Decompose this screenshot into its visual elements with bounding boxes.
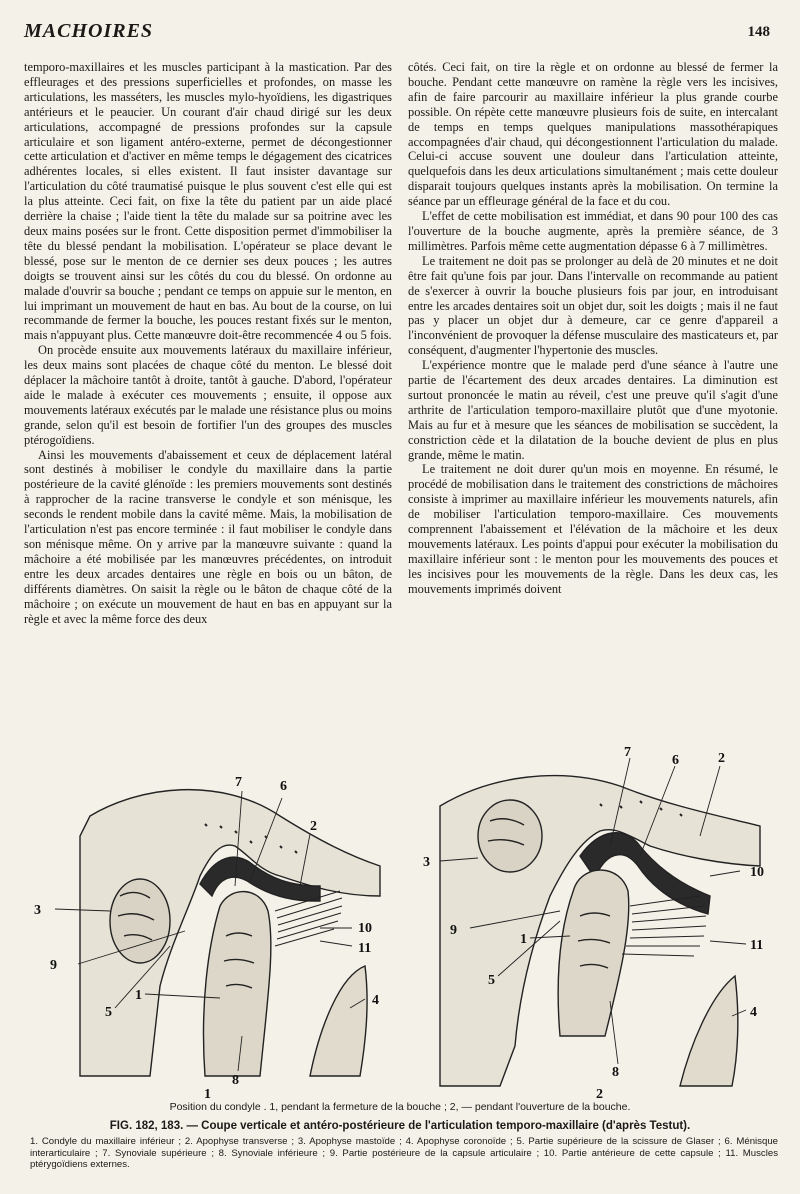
running-title: MACHOIRES (24, 20, 154, 42)
fig-number-1: 1 (204, 1087, 211, 1102)
label-left-11: 11 (358, 941, 372, 956)
label-right-7: 7 (624, 746, 631, 760)
label-left-7: 7 (235, 775, 242, 790)
figure-title-caption: FIG. 182, 183. — Coupe verticale et antéro-postérieure de l'articulation temporo-maxillaire (d'après Testut). (109, 1120, 691, 1132)
label-right-2: 2 (718, 751, 725, 766)
label-left-4: 4 (372, 993, 379, 1008)
label-left-6: 6 (280, 779, 287, 794)
left-text-column (24, 60, 392, 626)
label-left-2: 2 (310, 819, 317, 834)
tmj-drawing-open (440, 776, 760, 1086)
label-left-1: 1 (135, 988, 142, 1003)
label-left-3: 3 (34, 903, 41, 918)
paragraph: Le traitement ne doit pas se prolonger au delà de 20 minutes et ne doit être fait qu'une fois par jour. Dans l'intervalle on recommande au patient de s'exercer à ouvrir la bouche plusieurs fois par jour, en introduisant entre les arcades dentaires soit un objet dur, soit les doigts ; mais il ne faut pas y placer un objet dur à demeure, car ce genre d'appareil a l'inconvénient de provoquer la défense musculaire des masticateurs et, par conséquent, d'augmenter l'hypertonie des muscles. (408, 253, 778, 358)
label-right-3: 3 (423, 855, 430, 870)
fig-number-2: 2 (596, 1087, 603, 1102)
running-header (24, 18, 770, 46)
label-right-10: 10 (750, 865, 764, 880)
paragraph: Le traitement ne doit durer qu'un mois en moyenne. En résumé, le procédé de mobilisation dans le traitement des constrictions de mâchoires consiste à imprimer au maxillaire inférieur les mouvements naturels, afin de mobiliser l'articulation temporo-maxillaire. Ces mouvements comprennent l'abaissement et l'élévation de la mâchoire et les deux mouvements latéraux. Les points d'appui pour exécuter la mobilisation du maxillaire inférieur sont : le menton pour les mouvements des pouces et les incisives pour les mouvements de la règle. Dans les deux cas, les mouvements imprimés doivent (408, 462, 778, 596)
figure-legend: 1. Condyle du maxillaire inférieur ; 2. Apophyse transverse ; 3. Apophyse mastoïde ; 4. Apophyse coronoïde ; 5. Partie supérieure de la scissure de Glaser ; 6. Ménisque interarticulaire ; 7. Synoviale supérieure ; 8. Synoviale inférieure ; 9. Partie postérieure de la capsule articulaire ; 10. Partie antérieure de cette capsule ; 11. Muscles ptérygoïdiens externes. (30, 1136, 778, 1170)
paragraph: temporo-maxillaires et les muscles participant à la mastication. Par des effleurages et des pressions superficielles et profondes, on masse les articulations, les masséters, les muscles mylo-hyoïdiens, les digastriques antérieurs et le peaucier. Un courant d'air chaud dirigé sur les deux articulations, accompagné de pressions profondes sur la capsule articulaire et son ligament antéro-externe, permet de décongestionner cette articulation et d'activer en même temps le dégagement des cicatrices adhérentes locales, si elles existent. Il faut insister davantage sur l'articulation du côté traumatisé puisque le plus souvent c'est elle qui est la plus atteinte. Ceci fait, on fixe la tête du patient par un aide placé derrière la chaise ; l'aide tient la tête du malade sur sa poitrine avec les deux mains posées sur le front. Cette disposition permet d'immobiliser la tête du blessé pendant la mobilisation. L'opérateur se place devant le blessé, pose sur le menton de ce dernier ses deux pouces ; les autres doigts se trouvent ainsi sur les côtés du cou du blessé. On ordonne au malade d'ouvrir sa bouche ; pendant ce temps on appuie sur le menton, en lui imprimant un mouvement de haut en bas. Au bout de la course, on lui recommande de fermer la bouche, les pouces restant fixés sur le menton, mais n'appuyant plus. Cette manœuvre doit-être recommencée 4 ou 5 fois. (24, 60, 392, 343)
paragraph: côtés. Ceci fait, on tire la règle et on ordonne au blessé de fermer la bouche. Pendant cette manœuvre on ramène la règle vers les incisives, afin de faire parcourir au maxillaire inférieur la plus grande courbe possible. On répète cette manœuvre plusieurs fois de suite, en intercalant de temps en temps quelques manipulations massothérapiques accompagnées d'air chaud, qui décongestionnent l'articulation du malade. Celui-ci accuse souvent une douleur dans l'articulation atteinte, quelquefois dans les deux articulations simultanément ; mais cette douleur disparait toujours quelques instants après la mobilisation. On termine la séance par un effleurage général de la face et du cou. (408, 60, 778, 209)
label-left-10: 10 (358, 921, 372, 936)
label-right-5: 5 (488, 973, 495, 988)
label-right-11: 11 (750, 938, 764, 953)
label-right-6: 6 (672, 753, 679, 768)
label-left-8: 8 (232, 1073, 239, 1088)
paragraph: Ainsi les mouvements d'abaissement et ceux de déplacement latéral sont destinés à mobiliser le condyle du maxillaire dans la partie postérieure de la cavité glénoïde : les premiers mouvements sont destinés à rapprocher de la racine transverse le condyle et son ménisque, les seconds le rendent mobile dans la cavité même. Mais, la mobilisation de l'articulation n'est pas encore terminée : il faut mobiliser le condyle dans son ménisque même. On y arrive par la manœuvre suivante : quand la mâchoire a été mobilisée par les manœuvres précédentes, on introduit entre les deux arcades dentaires une règle en bois ou un bâton, de différents diamètres. On saisit la règle ou le bâton de chaque côté de la mâchoire ; on exécute un mouvement de haut en bas en appuyant sur la règle et avec la même force des deux (24, 447, 392, 626)
label-left-9: 9 (50, 958, 57, 973)
paragraph: On procède ensuite aux mouvements latéraux du maxillaire inférieur, les deux mains sont placées de chaque côté du menton. Le blessé doit déplacer la mâchoire tantôt à droite, tantôt à gauche. D'abord, l'opérateur aide le malade à exécuter ces mouvements ; ensuite, il oppose aux mouvements latéraux exécutés par le malade une résistance plus ou moins grande, selon qu'il est besoin de fortifier l'un des groupes des muscles ptérogoïdiens. (24, 343, 392, 447)
label-right-8: 8 (612, 1065, 619, 1080)
page-number: 148 (747, 24, 770, 40)
tmj-drawing-closed (80, 790, 380, 1076)
tmj-section-drawings (20, 746, 780, 1106)
label-right-9: 9 (450, 923, 457, 938)
paragraph: L'effet de cette mobilisation est immédiat, et dans 90 pour 100 des cas l'ouverture de la bouche augmente, après la première séance, de 3 millimètres. Parfois même cette augmentation dépasse 6 à 7 millimètres. (408, 209, 778, 253)
label-left-5: 5 (105, 1005, 112, 1020)
label-right-1: 1 (520, 932, 527, 947)
right-text-column (408, 60, 778, 597)
figure-position-caption: Position du condyle . 1, pendant la fermeture de la bouche ; 2, — pendant l'ouverture de la bouche. (169, 1101, 631, 1113)
label-right-4: 4 (750, 1005, 757, 1020)
paragraph: L'expérience montre que le malade perd d'une séance à l'autre une partie de l'écartement des deux arcades dentaires. La diminution est surtout prononcée le matin au réveil, c'est une preuve qu'il s'agit d'une arthrite de l'articulation temporo-maxillaire plutôt que d'une myotonie. Mais au fur et à mesure que les séances de mobilisation se succèdent, la constriction cède et la dilatation de la bouche devient de plus en plus grande, même le matin. (408, 358, 778, 462)
anatomical-figure (20, 746, 780, 1106)
